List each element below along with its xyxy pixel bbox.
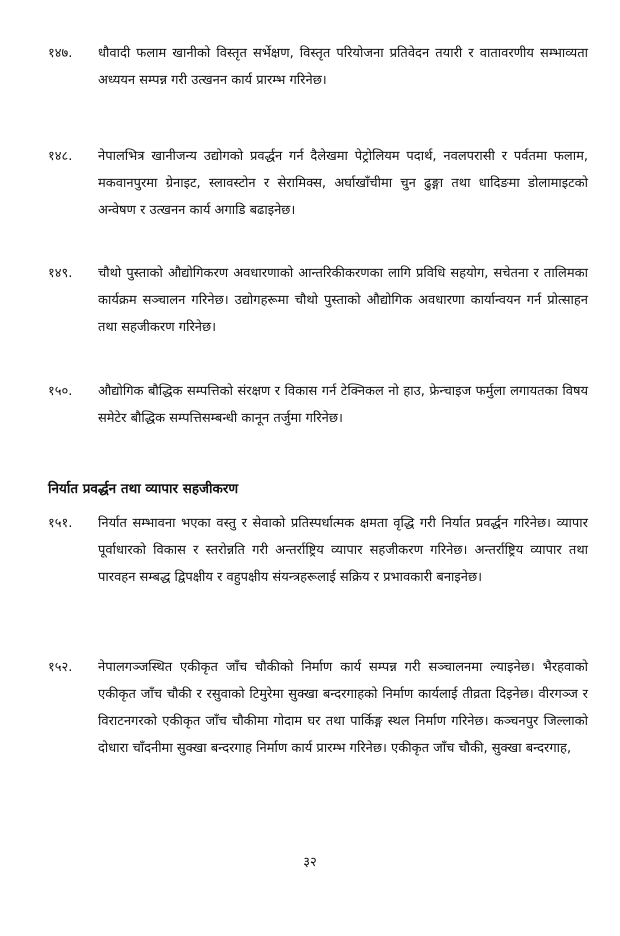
page-number: ३२ (303, 855, 317, 870)
paragraph-text: निर्यात सम्भावना भएका वस्तु र सेवाको प्रतिस्पर्धात्मक क्षमता वृद्धि गरी निर्यात प्रवर्द्धन गरिनेछ। व्यापार पूर्वाधारको विकास र स्तरोन्नति गरी अन्तर्राष्ट्रिय व्यापार सहजीकरण गरिनेछ। अन्तर्राष्ट्रिय व्यापार तथा पारवहन सम्बद्ध द्विपक्षीय र वहुपक्षीय संयन्त्रहरूलाई सक्रिय र प्रभावकारी बनाइनेछ। (98, 516, 588, 585)
paragraph-text: औद्योगिक बौद्धिक सम्पत्तिको संरक्षण र विकास गर्न टेक्निकल नो हाउ, फ्रेन्चाइज फर्मुला लगायतका विषय समेटेर बौद्धिक सम्पत्तिसम्बन्धी कानून तर्जुमा गरिनेछ। (98, 384, 588, 426)
paragraph-text: चौथो पुस्ताको औद्योगिकरण अवधारणाको आन्तरिकीकरणका लागि प्रविधि सहयोग, सचेतना र तालिमका कार्यक्रम सञ्चालन गरिनेछ। उद्योगहरूमा चौथो पुस्ताको औद्योगिक अवधारणा कार्यान्वयन गर्न प्रोत्साहन तथा सहजीकरण गरिनेछ। (98, 266, 588, 335)
paragraph-148 (48, 143, 588, 224)
paragraph-text: धौवादी फलाम खानीको विस्तृत सर्भेक्षण, विस्तृत परियोजना प्रतिवेदन तयारी र वातावरणीय सम्भाव्यता अध्ययन सम्पन्न गरी उत्खनन कार्य प्रारम्भ गरिनेछ। (98, 46, 588, 88)
paragraph-152 (48, 654, 588, 762)
paragraph-151 (48, 510, 588, 591)
paragraph-147 (48, 40, 588, 94)
paragraph-number: १५०. (48, 384, 73, 399)
paragraph-149 (48, 260, 588, 341)
paragraph-number: १४९. (48, 266, 73, 281)
section-heading: निर्यात प्रवर्द्धन तथा व्यापार सहजीकरण (48, 481, 239, 497)
paragraph-text: नेपालगञ्जस्थित एकीकृत जाँच चौकीको निर्माण कार्य सम्पन्न गरी सञ्चालनमा ल्याइनेछ। भैरहवाको एकीकृत जाँच चौकी र रसुवाको टिमुरेमा सुक्खा बन्दरगाहको निर्माण कार्यलाई तीव्रता दिइनेछ। वीरगञ्ज र विराटनगरको एकीकृत जाँच चौकीमा गोदाम घर तथा पार्किङ्ग स्थल निर्माण गरिनेछ। कञ्चनपुर जिल्लाको दोधारा चाँदनीमा सुक्खा बन्दरगाह निर्माण कार्य प्रारम्भ गरिनेछ। एकीकृत जाँच चौकी, सुक्खा बन्दरगाह, (98, 660, 588, 756)
paragraph-text: नेपालभित्र खानीजन्य उद्योगको प्रवर्द्धन गर्न दैलेखमा पेट्रोलियम पदार्थ, नवलपरासी र पर्वतमा फलाम, मकवानपुरमा ग्रेनाइट, स्लावस्टोन र सेरामिक्स, अर्घाखाँचीमा चुन ढुङ्गा तथा धादिङमा डोलामाइटको अन्वेषण र उत्खनन कार्य अगाडि बढाइनेछ। (98, 149, 588, 218)
paragraph-number: १५२. (48, 660, 73, 675)
paragraph-number: १५१. (48, 516, 73, 531)
paragraph-number: १४७. (48, 46, 73, 61)
paragraph-number: १४८. (48, 149, 73, 164)
paragraph-150 (48, 378, 588, 432)
